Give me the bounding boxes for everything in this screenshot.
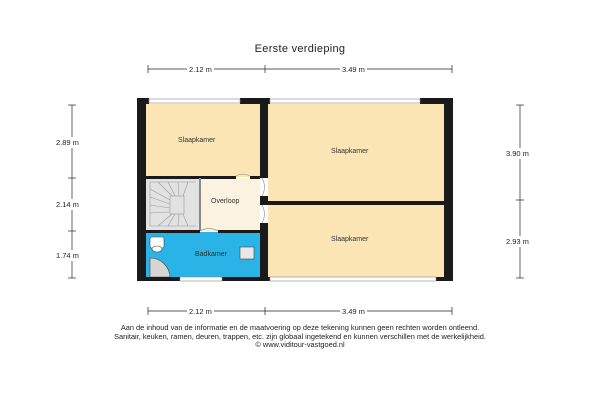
disclaimer <box>0 324 600 350</box>
dim-top-left: 2.12 m <box>189 65 212 74</box>
label-bedroom-small: Slaapkamer <box>178 137 216 144</box>
dim-bottom-left: 2.12 m <box>189 307 212 316</box>
dim-top-right: 3.49 m <box>342 65 365 74</box>
dim-left-top: 2.89 m <box>56 138 79 147</box>
sink-icon <box>240 247 254 259</box>
disclaimer-line-2: Sanitair, keuken, ramen, deuren, trappen, etc. zijn globaal ingetekend en kunnen verschillen met de werkelijkheid. <box>114 331 486 341</box>
dim-left-bottom: 1.74 m <box>56 251 79 260</box>
plan-title: Eerste verdieping <box>254 43 346 55</box>
disclaimer-line-1: Aan de inhoud van de informatie en de maatvoering op deze tekening kunnen geen rechten worden ontleend. <box>120 323 480 332</box>
label-bedroom-bottom: Slaapkamer <box>331 236 369 243</box>
dim-right-bottom: 2.93 m <box>506 237 529 246</box>
disclaimer-line-3: © www.viditour-vastgoed.nl <box>255 340 345 350</box>
dim-right-top: 3.90 m <box>506 149 529 158</box>
label-bedroom-large: Slaapkamer <box>331 148 369 155</box>
dim-bottom-right: 3.49 m <box>342 307 365 316</box>
room-stairs <box>146 178 200 231</box>
label-bathroom: Badkamer <box>195 251 227 258</box>
dim-left-middle: 2.14 m <box>56 200 79 209</box>
right-dimension-line <box>516 105 524 278</box>
label-hallway: Overloop <box>211 198 240 205</box>
